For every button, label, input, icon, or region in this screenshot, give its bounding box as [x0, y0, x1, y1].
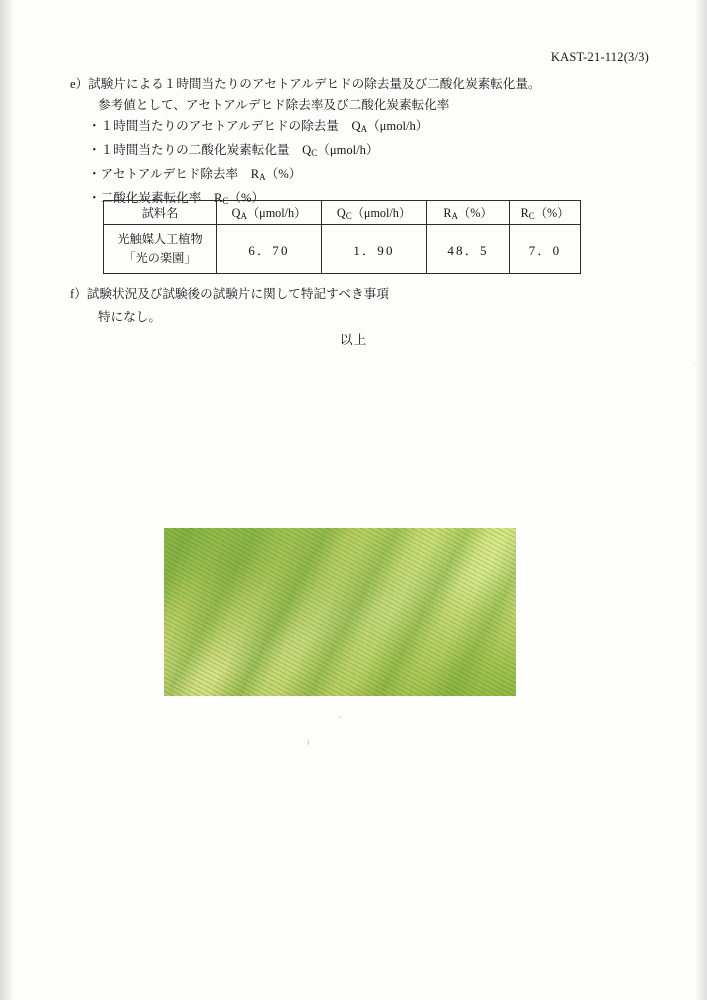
sample-name-line2: 「光の楽園」	[123, 251, 197, 265]
table-header-qc-subscript: C	[345, 211, 352, 221]
scan-speck-1: ·	[339, 713, 342, 722]
table-header-rc	[510, 201, 581, 225]
table-header-rc-subscript: C	[528, 211, 535, 221]
section-f-heading: f）試験状況及び試験後の試験片に関して特記すべき事項	[70, 287, 389, 301]
section-e-heading: e）試験片による１時間当たりのアセトアルデヒドの除去量及び二酸化炭素転化量。	[70, 77, 541, 91]
section-f-block	[70, 283, 630, 329]
bullet-rc-unit: （%）	[228, 191, 265, 205]
table-header-qa-label: Q	[231, 206, 241, 220]
bullet-ra-unit: （%）	[265, 167, 302, 181]
table-cell-sample-name	[104, 225, 217, 274]
scan-speck-3: ·	[693, 360, 696, 368]
bullet-qc-unit: （μmol/h）	[317, 143, 379, 157]
bullet-qc	[70, 140, 640, 164]
bullet-rc-subscript: C	[222, 196, 229, 206]
table-cell-rc-value: 7．0	[510, 225, 581, 274]
leaf-specimen-photo	[164, 528, 516, 696]
section-f-body: 特になし。	[98, 310, 161, 324]
section-e-block	[70, 74, 640, 212]
table-header-sample: 試料名	[104, 201, 217, 225]
table-header-ra-subscript: A	[451, 211, 459, 221]
table-header-qc	[322, 201, 427, 225]
table-header-qc-label: Q	[336, 206, 346, 220]
document-id: KAST-21-112(3/3)	[550, 50, 649, 64]
table-header-qa-subscript: A	[240, 211, 247, 221]
table-header-rc-label: R	[520, 206, 529, 220]
table-header-qa-unit: （μmol/h）	[246, 206, 307, 220]
sample-name-line1: 光触媒人工植物	[117, 232, 203, 246]
table-header-row	[104, 201, 581, 225]
bullet-qa-subscript: A	[360, 124, 368, 134]
results-table	[103, 200, 581, 274]
table-cell-qc-value: 1．90	[322, 225, 427, 274]
table-header-qc-unit: （μmol/h）	[351, 206, 412, 220]
bullet-qa	[70, 116, 640, 140]
table-header-qa	[217, 201, 322, 225]
bullet-rc-text: ・二酸化炭素転化率 R	[88, 191, 223, 205]
bullet-qa-text: ・１時間当たりのアセトアルデヒドの除去量 Q	[88, 119, 361, 133]
table-header-ra-label: R	[443, 206, 452, 220]
table-header-ra-unit: （%）	[458, 206, 493, 220]
bullet-ra	[70, 164, 640, 188]
scan-speck-2: ¡	[307, 737, 310, 745]
table-header-rc-unit: （%）	[534, 206, 570, 220]
table-row	[104, 225, 581, 274]
bullet-ra-subscript: A	[259, 172, 266, 182]
bullet-ra-text: ・アセトアルデヒド除去率 R	[88, 167, 260, 181]
bullet-qa-unit: （μmol/h）	[367, 119, 429, 133]
table-cell-ra-value: 48．5	[427, 225, 510, 274]
photo-shade-layer	[164, 528, 516, 696]
table-header-ra	[427, 201, 510, 225]
section-e-note: 参考値として、アセトアルデヒド除去率及び二酸化炭素転化率	[98, 98, 450, 112]
bullet-qc-subscript: C	[311, 148, 318, 158]
end-mark: 以上	[340, 333, 368, 347]
bullet-qc-text: ・１時間当たりの二酸化炭素転化量 Q	[88, 143, 312, 157]
table-cell-qa-value: 6．70	[217, 225, 322, 274]
